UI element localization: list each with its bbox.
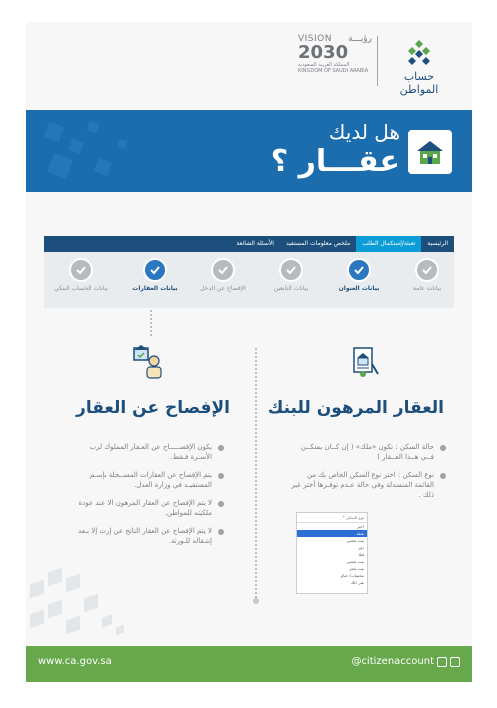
dropdown-option[interactable]: اختر <box>357 524 364 529</box>
right-section-list <box>286 442 446 508</box>
mortgage-document-icon <box>346 344 382 380</box>
step-address-data[interactable] <box>326 252 392 292</box>
infographic-page <box>26 22 472 682</box>
decor-pixel <box>48 567 62 586</box>
twitter-icon <box>437 657 447 667</box>
left-section-title: الإفصاح عن العقار <box>76 398 230 418</box>
nav-tabs <box>44 236 454 252</box>
footer <box>26 646 472 682</box>
dropdown-option-selected[interactable]: شقة <box>297 530 367 537</box>
step-label: بيانات عامة <box>412 285 442 292</box>
house-icon <box>415 138 445 166</box>
vision-kingdom-ar: المملكة العربية السعودية <box>298 62 350 68</box>
list-item: حالة السكن : تكون «ملك» ( إن كــان يسكــن فــي هــذا العــقار ) <box>286 442 446 462</box>
decor-pixel <box>66 573 80 592</box>
decor-square <box>87 121 100 134</box>
decor-square <box>44 122 65 143</box>
decor-pixel <box>66 615 80 634</box>
decor-pixel <box>102 614 112 628</box>
vision-2030-logo <box>298 34 372 74</box>
check-icon <box>143 258 167 282</box>
citizen-account-logo <box>384 38 454 96</box>
right-section-title: العقار المرهون للبنك <box>267 398 444 418</box>
dropdown-option[interactable]: دور <box>358 545 364 550</box>
step-property-data[interactable] <box>122 252 188 292</box>
step-label: بيانات العنوان <box>338 285 380 292</box>
step-bank-account-data[interactable] <box>48 252 114 292</box>
decor-square <box>68 138 83 153</box>
left-section-list <box>74 442 224 554</box>
nav-tab-home[interactable]: الرئيسية <box>427 240 448 247</box>
nav-tab-beneficiary-summary[interactable]: ملخص معلومات المستفيد <box>285 240 351 247</box>
dropdown-header: نوع السكن * <box>297 513 367 523</box>
vision-kingdom-en: KINGDOM OF SAUDI ARABIA <box>298 68 369 74</box>
citizen-account-logo-icon <box>404 38 434 68</box>
check-icon <box>415 258 439 282</box>
step-general-data[interactable] <box>394 252 460 292</box>
decor-pixel <box>116 625 124 636</box>
vision-year: 2030 <box>298 42 349 63</box>
check-icon <box>69 258 93 282</box>
center-divider <box>255 348 257 598</box>
check-icon <box>279 258 303 282</box>
list-item: لا يتم الإفصاح عن العقار المرهون الا عند عودة ملكيته للمواطن. <box>74 498 224 518</box>
banner-title-line2: عقـــار ؟ <box>270 144 400 179</box>
decor-pixel <box>30 579 44 598</box>
step-label: بيانات العقارات <box>132 285 178 292</box>
step-income-disclosure[interactable] <box>190 252 256 292</box>
nav-tab-fill-request[interactable]: تعبئة/إستكمال الطلب <box>356 236 421 252</box>
step-label: بيانات الحساب البنكي <box>54 285 108 292</box>
header-divider <box>377 36 378 86</box>
property-disclosure-icon <box>130 344 166 380</box>
connector-line <box>150 310 152 336</box>
step-dependents-data[interactable] <box>258 252 324 292</box>
decor-square <box>47 153 73 179</box>
step-label: بيانات التابعين <box>273 285 309 292</box>
vision-arabic: رؤيـــة <box>348 34 372 44</box>
website-link[interactable]: www.ca.gov.sa <box>38 656 112 667</box>
decor-pixel <box>84 593 98 612</box>
decor-square <box>117 139 127 149</box>
decor-pixel <box>30 609 44 628</box>
header <box>26 22 472 110</box>
dropdown-option[interactable]: فيلا <box>358 552 364 557</box>
youtube-icon <box>450 657 460 667</box>
divider-dot <box>253 598 259 604</box>
citizen-account-logo-text: حساب المواطن <box>399 70 439 96</box>
house-icon-box <box>408 130 452 174</box>
list-item: لا يتم الإفصاح عن العقار الناتج عن إرث إلا بـعد إنتـقاله للـورثة. <box>74 526 224 546</box>
check-icon <box>347 258 371 282</box>
dropdown-option[interactable]: مخيمات/ خيام <box>340 573 364 578</box>
dropdown-option[interactable]: بيت شعر <box>348 566 364 571</box>
decor-square <box>94 158 112 176</box>
social-handle[interactable] <box>351 656 460 667</box>
progress-steps <box>44 252 454 308</box>
dropdown-option[interactable]: غير ذلك <box>350 580 364 585</box>
list-item: نوع السكن : اختر نوع السكن الخاص بك من القائمة المنسدلة وفي حالة عـدم توفـرها أختر غير ذلك . <box>286 470 446 500</box>
banner-title-line1: هل لديك <box>328 120 400 144</box>
decor-pixel <box>48 599 62 618</box>
check-icon <box>211 258 235 282</box>
step-label: الإفصاح عن الدخل <box>200 285 246 292</box>
list-item: يكون الإفصـــــاح عن العـقار المملوك لرب الأسـرة فـقط. <box>74 442 224 462</box>
dropdown-option[interactable]: بيت شعبي <box>346 559 364 564</box>
nav-tab-faq[interactable]: الأسئلة الشائعة <box>236 240 274 247</box>
title-banner <box>26 110 472 192</box>
vision-label: VISION <box>298 34 332 44</box>
housing-type-dropdown[interactable] <box>296 512 368 594</box>
dropdown-option[interactable]: بيت شعبي <box>346 538 364 543</box>
social-handle-text: @citizenaccount <box>351 656 434 667</box>
list-item: يتم الإفصاح عن العقارات المســجلة بإسـم المستفيـد في وزارة العدل. <box>74 470 224 490</box>
